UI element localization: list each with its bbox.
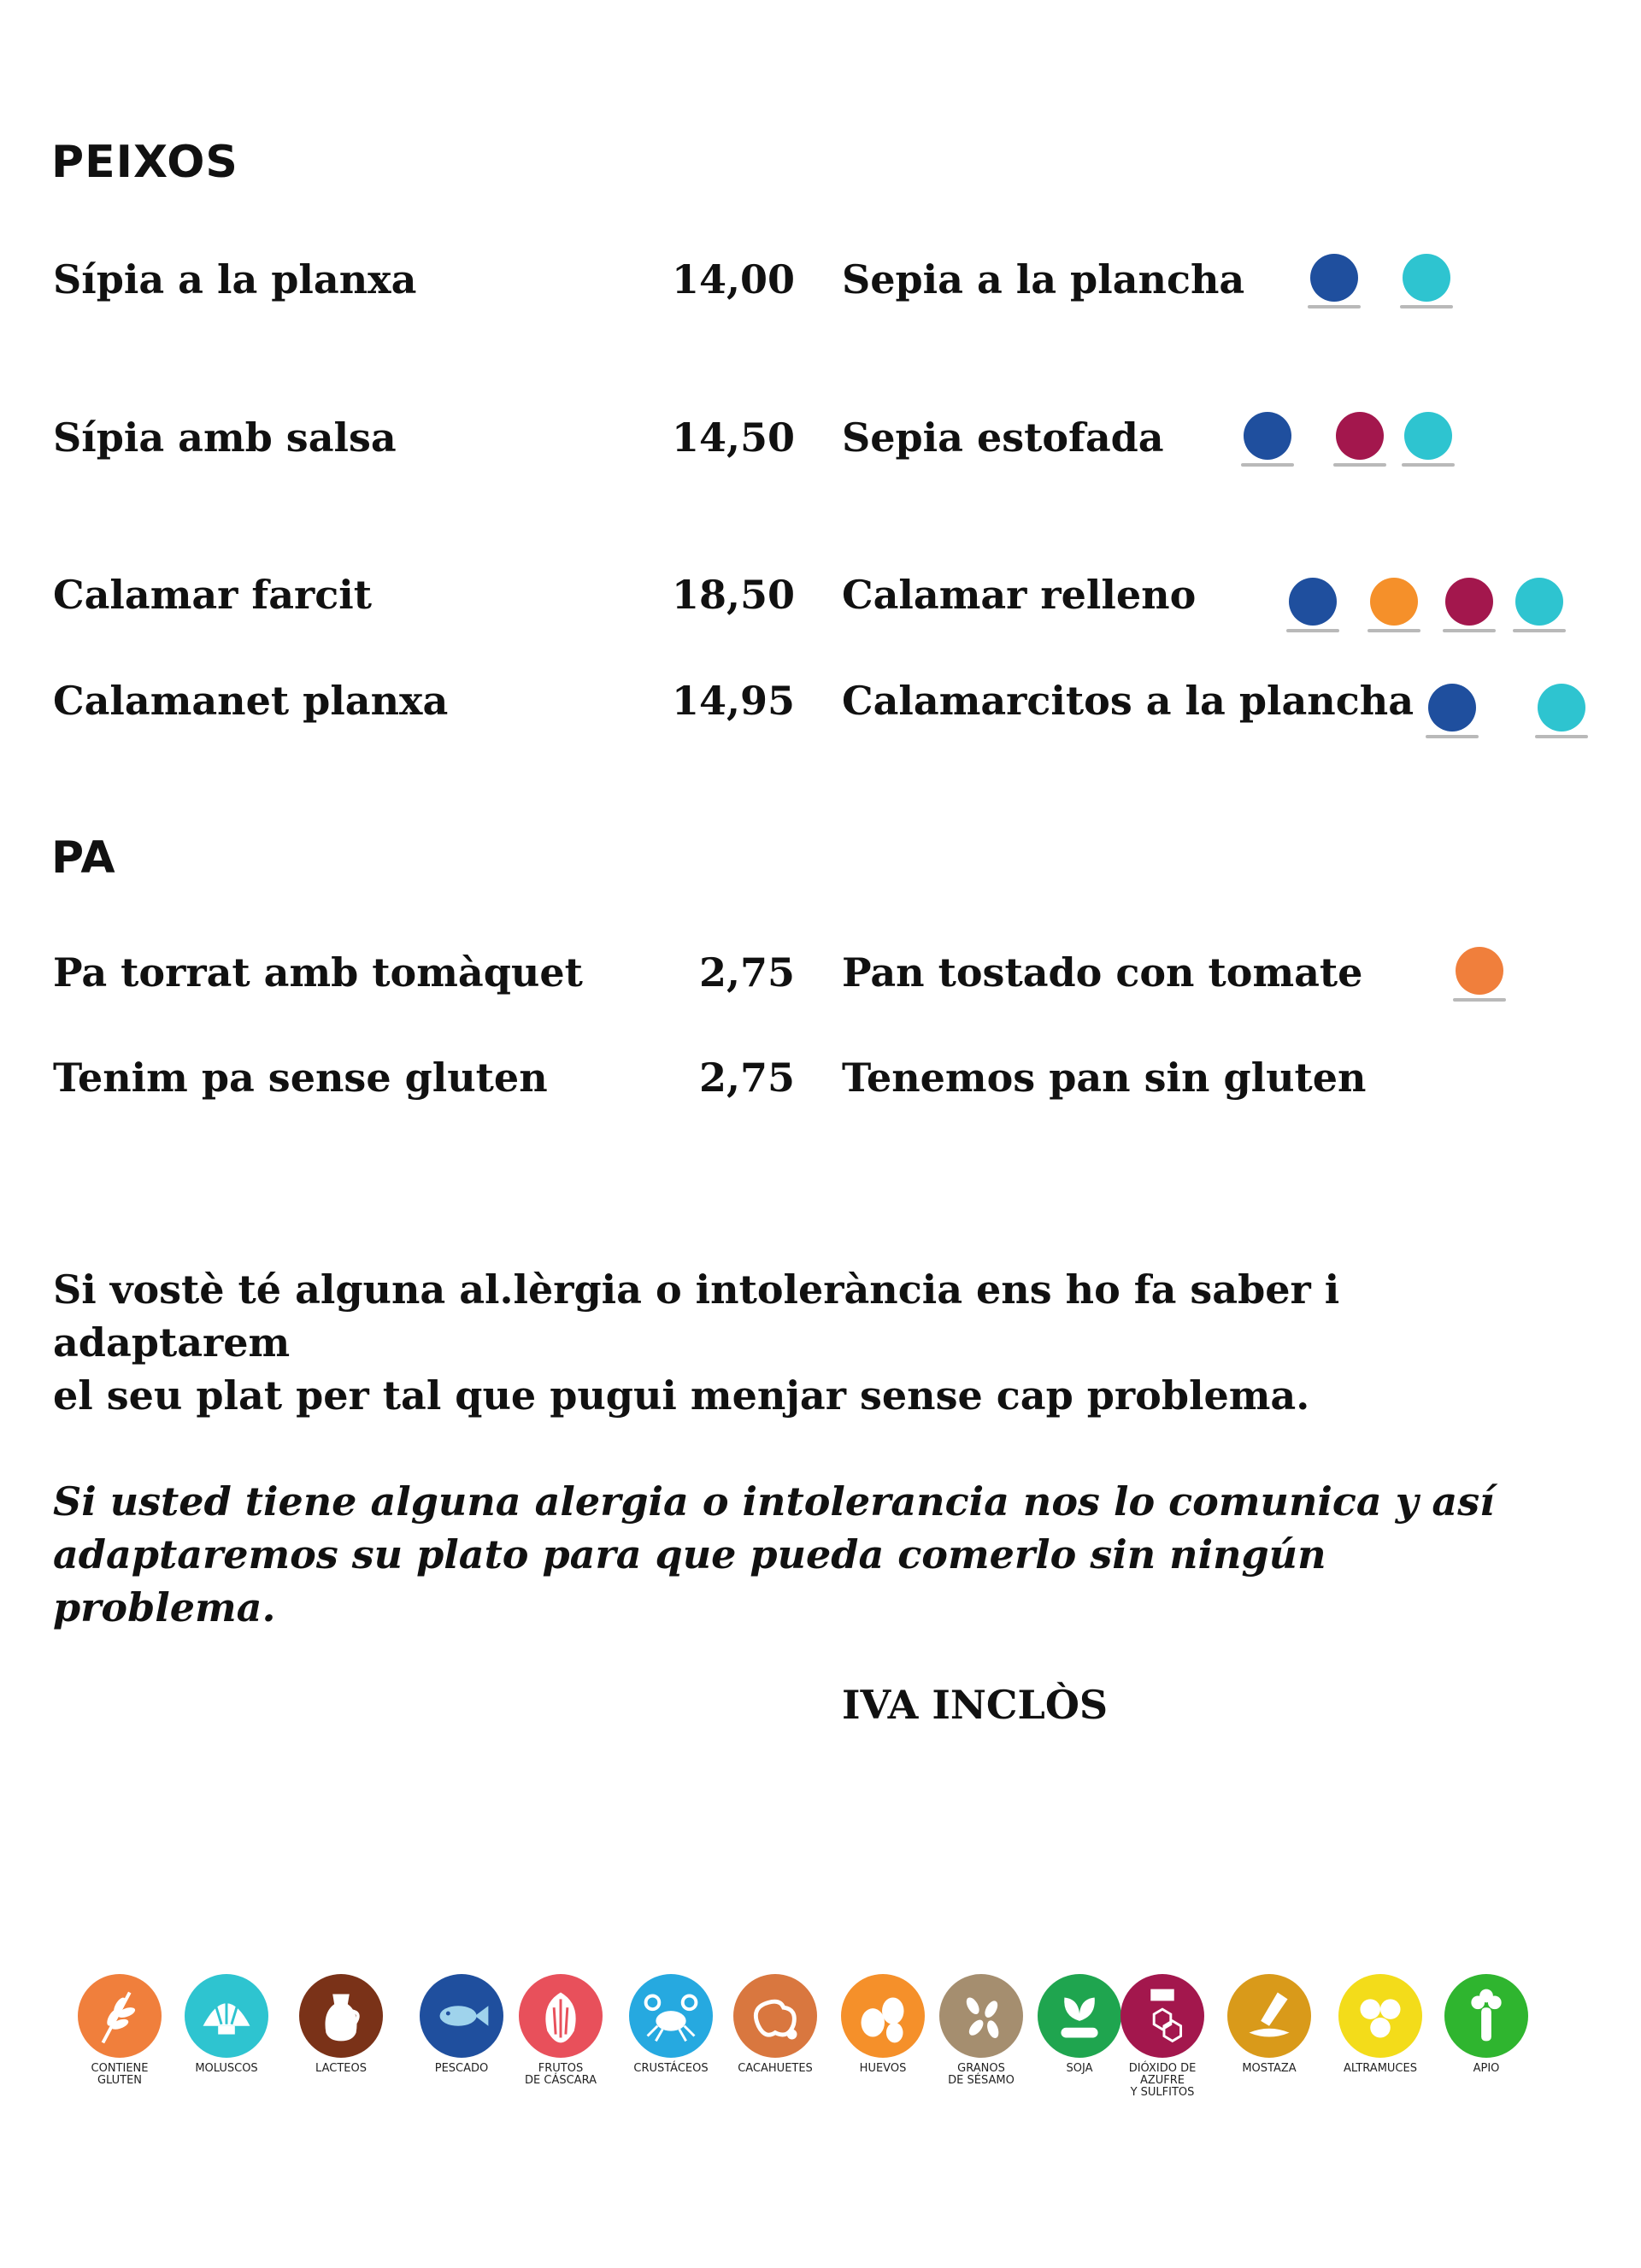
moluscos-icon <box>1535 684 1588 752</box>
section-title-pa: PA <box>51 832 116 884</box>
legend-label: APIO <box>1473 2062 1500 2075</box>
item-name-ca: Pa torrat amb tomàquet <box>53 949 583 996</box>
note-line: el seu plat per tal que pugui menjar sense cap problema. <box>53 1372 1310 1419</box>
item-price: 14,95 <box>671 678 795 724</box>
item-price: 14,50 <box>671 414 795 461</box>
legend-label: MOSTAZA <box>1242 2062 1297 2075</box>
cacahuetes-icon <box>733 1974 817 2058</box>
menu-item <box>0 412 1641 480</box>
note-line: Si vostè té alguna al.lèrgia o intolerància ens ho fa saber i adaptarem <box>53 1266 1340 1366</box>
huevos-icon <box>1368 578 1420 646</box>
legend-item <box>505 1974 616 2087</box>
allergen-legend <box>0 1974 1641 2111</box>
item-name-es: Sepia a la plancha <box>842 256 1245 303</box>
legend-item <box>926 1974 1037 2087</box>
altramuces-icon <box>1338 1974 1422 2058</box>
legend-item <box>171 1974 282 2075</box>
huevos-icon <box>841 1974 925 2058</box>
legend-label: FRUTOS DE CÁSCARA <box>525 2062 597 2087</box>
item-name-ca: Calamar farcit <box>53 572 372 618</box>
legend-item <box>1325 1974 1436 2075</box>
item-name-es: Tenemos pan sin gluten <box>842 1055 1367 1101</box>
legend-item <box>64 1974 175 2087</box>
sulfitos-icon <box>1333 412 1386 480</box>
sesamo-icon <box>939 1974 1023 2058</box>
legend-label: GRANOS DE SÉSAMO <box>948 2062 1015 2087</box>
item-name-ca: Tenim pa sense gluten <box>53 1055 548 1101</box>
legend-label: CACAHUETES <box>738 2062 813 2075</box>
pescado-icon <box>420 1974 503 2058</box>
gluten-icon <box>1453 947 1506 1015</box>
allergy-note-ca <box>53 1263 1506 1422</box>
legend-item <box>827 1974 938 2075</box>
pescado-icon <box>1308 254 1361 322</box>
legend-label: HUEVOS <box>859 2062 907 2075</box>
legend-label: SOJA <box>1066 2062 1093 2075</box>
pescado-icon <box>1286 578 1339 646</box>
legend-label: CONTIENE GLUTEN <box>91 2062 149 2087</box>
pescado-icon <box>1241 412 1294 480</box>
item-price: 14,00 <box>671 256 795 303</box>
legend-label: CRUSTÁCEOS <box>633 2062 709 2075</box>
legend-item <box>1107 1974 1218 2099</box>
sulfitos-icon <box>1443 578 1496 646</box>
item-price: 2,75 <box>698 949 795 996</box>
sulfitos-icon <box>1120 1974 1204 2058</box>
legend-item <box>285 1974 397 2075</box>
menu-item <box>0 1052 1641 1120</box>
frutos-cascara-icon <box>519 1974 603 2058</box>
legend-label: DIÓXIDO DE AZUFRE Y SULFITOS <box>1128 2062 1197 2099</box>
moluscos-icon <box>1513 578 1566 646</box>
allergy-note-es <box>53 1475 1506 1634</box>
section-title-peixos: PEIXOS <box>51 137 238 188</box>
item-name-ca: Sípia a la planxa <box>53 256 417 303</box>
legend-item <box>615 1974 726 2075</box>
item-name-es: Pan tostado con tomate <box>842 949 1363 996</box>
legend-label: PESCADO <box>434 2062 489 2075</box>
note-line: Si usted tiene alguna alergia o intolerancia nos lo comunica y así <box>53 1478 1495 1525</box>
gluten-icon <box>78 1974 162 2058</box>
legend-label: LACTEOS <box>315 2062 367 2075</box>
item-name-ca: Sípia amb salsa <box>53 414 397 461</box>
moluscos-icon <box>1402 412 1455 480</box>
menu-item <box>0 675 1641 743</box>
item-price: 2,75 <box>698 1055 795 1101</box>
legend-item <box>1214 1974 1325 2075</box>
item-name-es: Calamarcitos a la plancha <box>842 678 1414 724</box>
mostaza-icon <box>1227 1974 1311 2058</box>
moluscos-icon <box>185 1974 268 2058</box>
apio-icon <box>1444 1974 1528 2058</box>
item-name-es: Calamar relleno <box>842 572 1197 618</box>
note-line: adaptaremos su plato para que pueda comerlo sin ningún problema. <box>53 1531 1326 1630</box>
menu-item <box>0 254 1641 322</box>
item-name-es: Sepia estofada <box>842 414 1164 461</box>
item-price: 18,50 <box>671 572 795 618</box>
legend-item <box>406 1974 517 2075</box>
legend-item <box>1431 1974 1542 2075</box>
legend-label: ALTRAMUCES <box>1344 2062 1417 2075</box>
legend-item <box>720 1974 831 2075</box>
moluscos-icon <box>1400 254 1453 322</box>
legend-label: MOLUSCOS <box>195 2062 258 2075</box>
menu-item <box>0 569 1641 638</box>
crustaceos-icon <box>629 1974 713 2058</box>
pescado-icon <box>1426 684 1479 752</box>
lacteos-icon <box>299 1974 383 2058</box>
item-name-ca: Calamanet planxa <box>53 678 449 724</box>
iva-included: IVA INCLÒS <box>842 1682 1109 1728</box>
menu-item <box>0 947 1641 1015</box>
